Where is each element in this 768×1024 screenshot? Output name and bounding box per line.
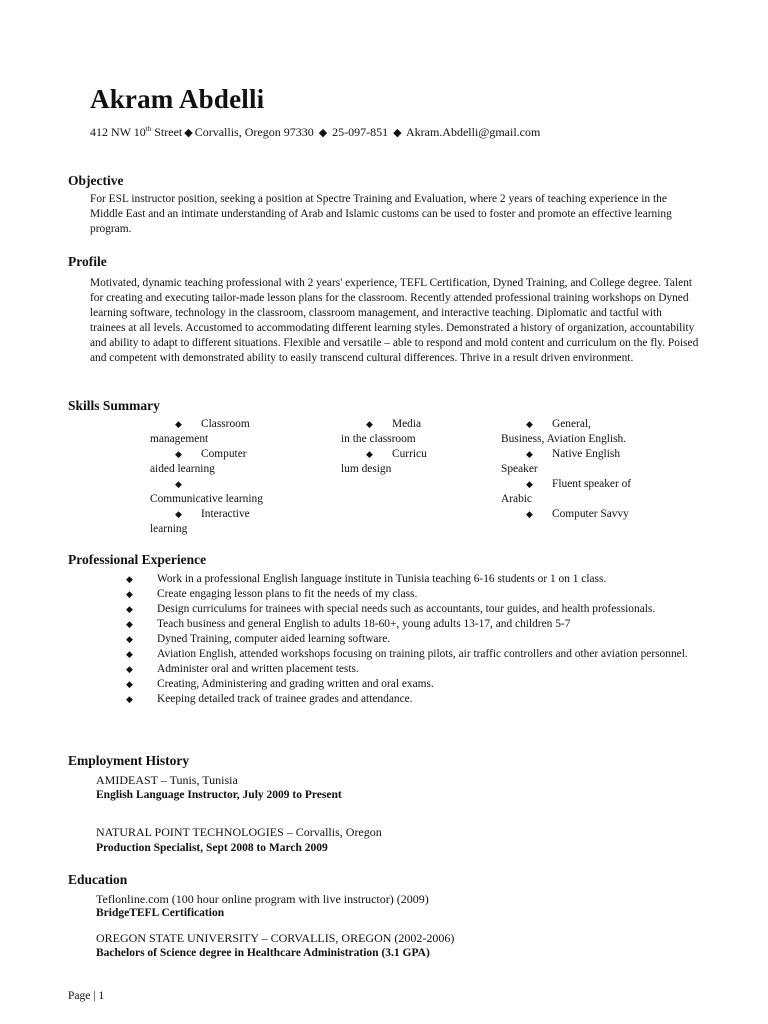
- diamond-icon: ◆: [126, 634, 133, 644]
- diamond-icon: ◆: [175, 419, 182, 429]
- diamond-icon: ◆: [126, 604, 133, 614]
- skill-item: ◆ General, Business, Aviation English.: [501, 418, 627, 445]
- diamond-icon: ◆: [526, 449, 533, 459]
- list-item: ◆ Design curriculums for trainees with special needs such as accountants, tour guides, and health professionals.: [126, 603, 656, 615]
- skill-item: ◆ Fluent speaker of Arabic: [501, 478, 632, 505]
- contact-line: [90, 125, 540, 140]
- skill-item: ◆ Interactive learning: [150, 508, 250, 535]
- diamond-icon: ◆: [393, 127, 402, 139]
- email: Akram.Abdelli@gmail.com: [405, 125, 541, 139]
- list-item: ◆ Creating, Administering and grading written and oral exams.: [126, 678, 434, 690]
- employer-2: NATURAL POINT TECHNOLOGIES – Corvallis, Oregon: [96, 825, 382, 839]
- list-item: ◆ Aviation English, attended workshops focusing on training pilots, air traffic controllers and other aviation personnel.: [126, 648, 688, 660]
- diamond-icon: ◆: [126, 574, 133, 584]
- skill-item: ◆Communicative learning: [150, 479, 263, 505]
- diamond-icon: ◆: [526, 419, 533, 429]
- diamond-icon: ◆: [526, 479, 533, 489]
- school-1: Teflonline.com (100 hour online program with live instructor) (2009): [96, 892, 429, 906]
- address-city: Corvallis, Oregon 97330: [194, 125, 314, 139]
- page-number: Page | 1: [68, 990, 105, 1002]
- diamond-icon: ◆: [184, 127, 193, 139]
- diamond-icon: ◆: [126, 619, 133, 629]
- diamond-icon: ◆: [126, 649, 133, 659]
- address-street: 412 NW 10th Street: [90, 125, 183, 139]
- skills-column-1: [150, 417, 270, 537]
- skills-heading: Skills Summary: [68, 398, 160, 413]
- phone: 25-097-851: [332, 125, 389, 139]
- skill-item: ◆ Classroom management: [150, 418, 250, 445]
- diamond-icon: ◆: [366, 419, 373, 429]
- objective-text: For ESL instructor position, seeking a position at Spectre Training and Evaluation, where 2 years of teaching experience in the Middle East and an intimate understanding of Arab and Islamic customs can be used to foster and promote an effective learning program.: [90, 193, 672, 235]
- skill-item: ◆ Computer aided learning: [150, 448, 247, 475]
- experience-heading: Professional Experience: [68, 552, 207, 567]
- degree-1: BridgeTEFL Certification: [96, 907, 225, 919]
- experience-list: [126, 572, 706, 707]
- diamond-icon: ◆: [175, 479, 182, 489]
- objective-heading: Objective: [68, 173, 124, 188]
- diamond-icon: ◆: [175, 509, 182, 519]
- candidate-name: Akram Abdelli: [90, 84, 265, 114]
- diamond-icon: ◆: [526, 509, 533, 519]
- skill-item: ◆ Curriculum design: [341, 448, 427, 475]
- list-item: ◆ Create engaging lesson plans to fit the needs of my class.: [126, 588, 418, 600]
- skills-column-3: [501, 417, 636, 522]
- skill-item: ◆ Media in the classroom: [341, 418, 422, 445]
- diamond-icon: ◆: [126, 664, 133, 674]
- degree-2: Bachelors of Science degree in Healthcare Administration (3.1 GPA): [96, 947, 430, 959]
- list-item: ◆ Work in a professional English language institute in Tunisia teaching 6-16 students or 1 on 1 class.: [126, 573, 607, 585]
- education-heading: Education: [68, 872, 128, 887]
- profile-text: Motivated, dynamic teaching professional with 2 years' experience, TEFL Certification, Dyned Training, and College degree. Talent for creating and executing tailor-made lesson plans for the classroom. Recently attended professional training workshops on Dyned learning software, technology in the classroom, classroom management, and interactive teaching. Diplomatic and tactful with trainees at all levels. Accustomed to accommodating different learning styles. Demonstrated a history of organization, accountability and ability to adapt to different situations. Flexible and versatile – able to respond and mold content and curriculum on the fly. Poised and competent with demonstrated ability to easily transcend cultural differences. Thrive in a result driven environment.: [90, 277, 699, 364]
- list-item: ◆ Keeping detailed track of trainee grades and attendance.: [126, 693, 413, 705]
- diamond-icon: ◆: [318, 127, 328, 139]
- job-title-2: Production Specialist, Sept 2008 to March 2009: [96, 842, 328, 854]
- profile-heading: Profile: [68, 254, 107, 269]
- job-title-1: English Language Instructor, July 2009 to Present: [96, 789, 342, 801]
- diamond-icon: ◆: [366, 449, 373, 459]
- skill-item: ◆ Computer Savvy: [501, 507, 636, 522]
- skills-column-2: [341, 417, 427, 477]
- diamond-icon: ◆: [126, 694, 133, 704]
- list-item: ◆ Teach business and general English to adults 18-60+, young adults 13-17, and children 5-7: [126, 618, 571, 630]
- employer-1: AMIDEAST – Tunis, Tunisia: [96, 773, 238, 787]
- diamond-icon: ◆: [175, 449, 182, 459]
- diamond-icon: ◆: [126, 679, 133, 689]
- employment-heading: Employment History: [68, 753, 190, 768]
- list-item: ◆ Dyned Training, computer aided learning software.: [126, 633, 391, 645]
- list-item: ◆ Administer oral and written placement tests.: [126, 663, 359, 675]
- school-2: OREGON STATE UNIVERSITY – CORVALLIS, OREGON (2002-2006): [96, 931, 455, 945]
- skill-item: ◆ Native English Speaker: [501, 448, 621, 475]
- diamond-icon: ◆: [126, 589, 133, 599]
